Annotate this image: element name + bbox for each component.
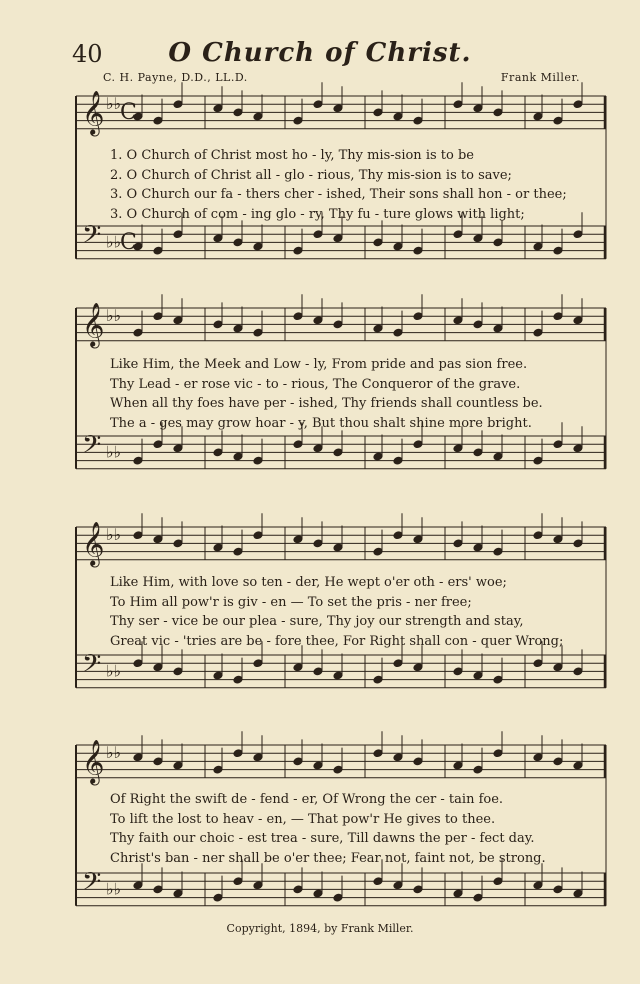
lyrics-block [110, 573, 595, 651]
treble-clef-icon: 𝄞 [82, 521, 105, 566]
page-number: 40 [72, 40, 103, 68]
bass-clef-icon: 𝄢 [82, 430, 102, 466]
key-signature-flat-icon: ♭♭ [106, 232, 122, 252]
bass-clef-icon: 𝄢 [82, 867, 102, 903]
author-credit: C. H. Payne, D.D., LL.D. [103, 71, 248, 84]
common-time-icon: C [120, 229, 137, 255]
lyric-line: When all thy foes have per - ished, Thy friends shall countless be. [110, 396, 543, 411]
bass-clef-icon: 𝄢 [82, 220, 102, 256]
treble-clef-icon: 𝄞 [82, 739, 105, 784]
key-signature-flat-icon: ♭♭ [106, 306, 122, 326]
lyric-line: To Him all pow'r is giv - en — To set the pris - ner free; [110, 594, 472, 610]
key-signature-flat-icon: ♭♭ [106, 525, 122, 545]
lyric-line: Christ's ban - ner shall be o'er thee; Fear not, faint not, be strong. [110, 850, 546, 866]
lyric-line: 2. O Church of Christ all - glo - rious, Thy mis-sion is to save; [110, 167, 512, 183]
lyrics-block [110, 355, 595, 433]
lyric-line: Thy ser - vice be our plea - sure, Thy joy our strength and stay, [110, 614, 524, 629]
lyrics-block [110, 146, 595, 224]
lyric-line: 1. O Church of Christ most ho - ly, Thy mis-sion is to be [110, 148, 474, 163]
key-signature-flat-icon: ♭♭ [106, 94, 122, 114]
key-signature-flat-icon: ♭♭ [106, 743, 122, 763]
lyric-line: Of Right the swift de - fend - er, Of Wrong the cer - tain foe. [110, 792, 504, 807]
lyric-line: To lift the lost to heav - en, — That pow'r He gives to thee. [110, 811, 496, 827]
lyric-line: 3. O Church our fa - thers cher - ished, Their sons shall hon - or thee; [110, 187, 567, 202]
treble-clef-icon: 𝄞 [82, 302, 105, 347]
key-signature-flat-icon: ♭♭ [106, 879, 122, 899]
key-signature-flat-icon: ♭♭ [106, 661, 122, 681]
lyric-line: Thy faith our choic - est trea - sure, Till dawns the per - fect day. [110, 831, 535, 846]
lyric-line: Like Him, with love so ten - der, He wept o'er oth - ers' woe; [110, 575, 507, 590]
lyrics-block [110, 790, 595, 868]
composer-credit: Frank Miller. [500, 71, 580, 84]
lyric-line: The a - ges may grow hoar - y, But thou shalt shine more bright. [110, 415, 532, 431]
copyright-notice: Copyright, 1894, by Frank Miller. [226, 922, 414, 935]
hymn-title: O Church of Christ. [168, 38, 472, 68]
common-time-icon: C [120, 99, 137, 125]
treble-clef-icon: 𝄞 [82, 90, 105, 135]
lyric-line: Like Him, the Meek and Low - ly, From pride and pas sion free. [110, 357, 528, 372]
lyric-line: 3. O Church of com - ing glo - ry, Thy fu - ture glows with light; [110, 206, 525, 222]
bass-clef-icon: 𝄢 [82, 649, 102, 685]
lyric-line: Thy Lead - er rose vic - to - rious, The Conqueror of the grave. [110, 376, 521, 392]
lyric-line: Great vic - 'tries are be - fore thee, For Right shall con - quer Wrong; [110, 633, 564, 649]
key-signature-flat-icon: ♭♭ [106, 442, 122, 462]
